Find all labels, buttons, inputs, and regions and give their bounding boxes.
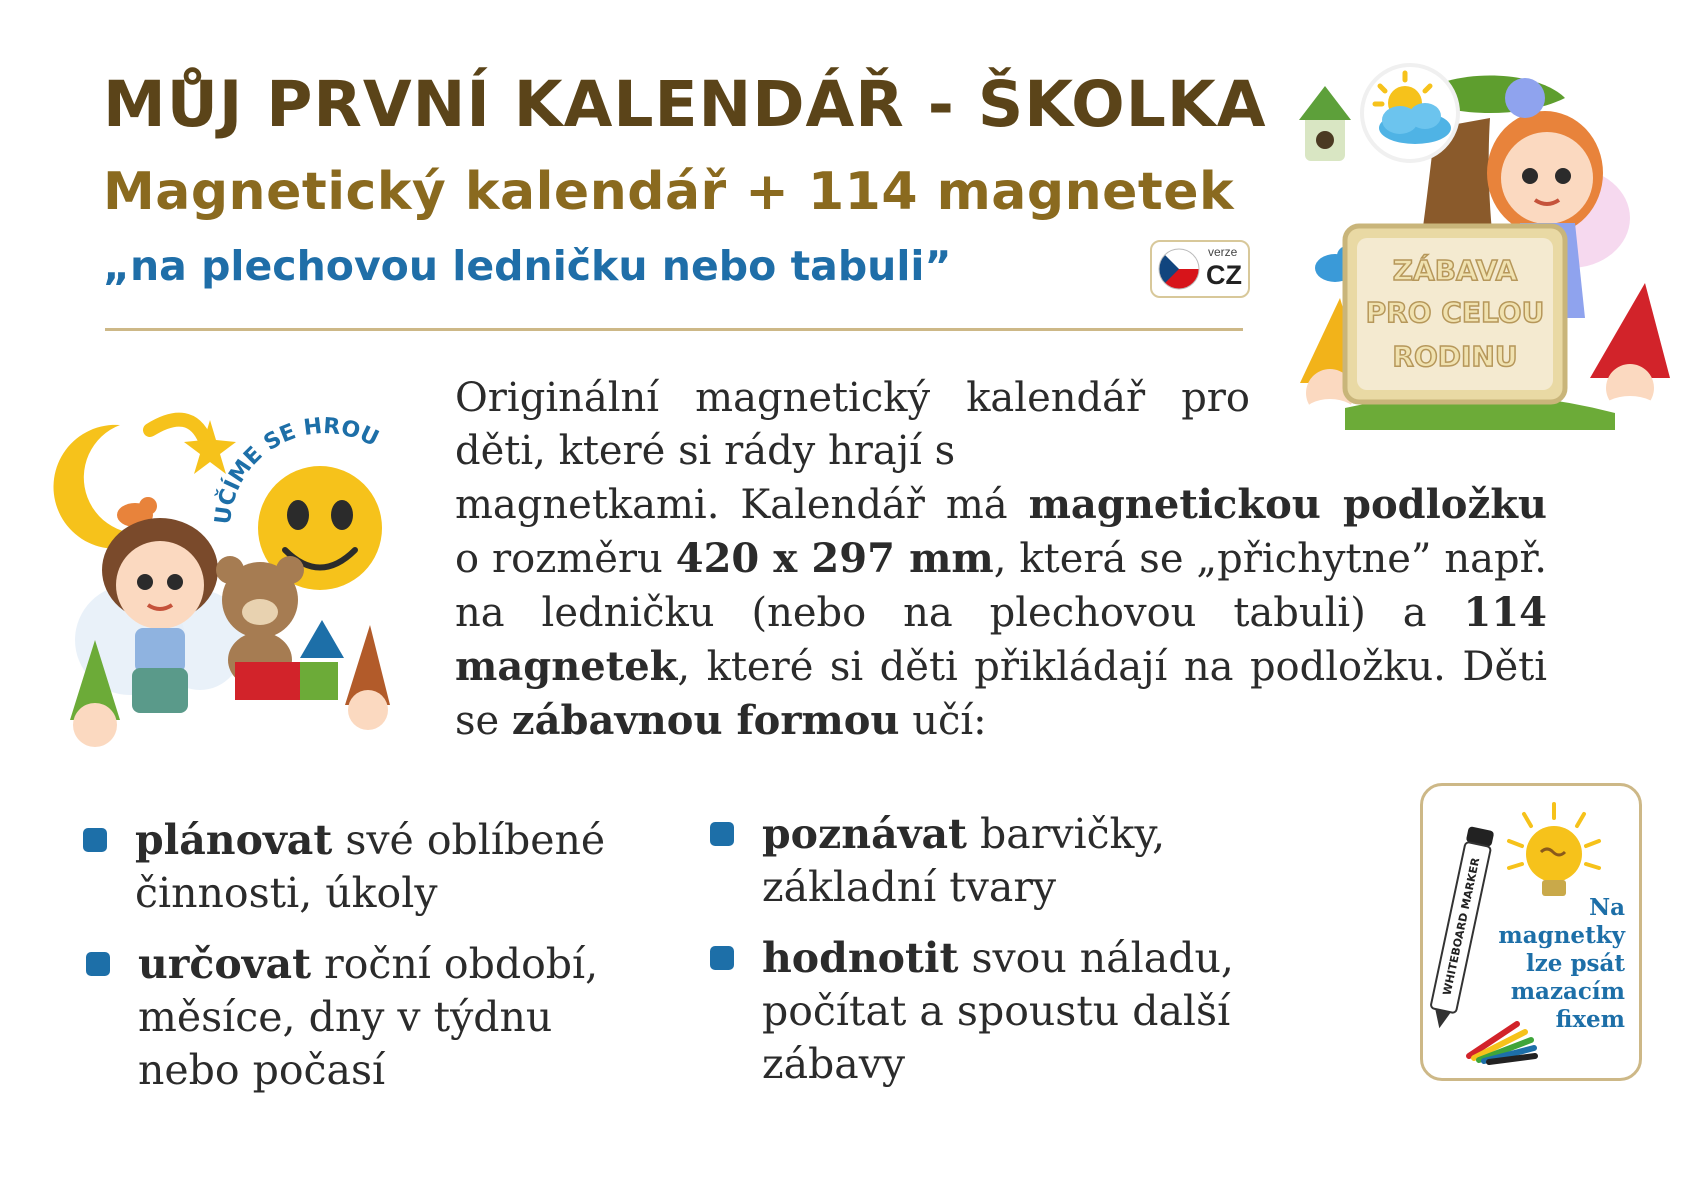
whiteboard-tip-box bbox=[1420, 783, 1642, 1081]
list-item: určovat roční období, měsíce, dny v týdnu nebo počasí bbox=[138, 938, 698, 1097]
language-badge bbox=[1150, 240, 1250, 298]
birdhouse-icon bbox=[1299, 86, 1351, 161]
red-block bbox=[235, 662, 300, 700]
sign-line-2: PRO CELOU bbox=[1365, 296, 1545, 329]
bullet-icon bbox=[710, 946, 734, 970]
list-item: hodnotit svou náladu, počítat a spoustu další zábavy bbox=[762, 932, 1322, 1091]
tip-text: Na magnetky lze psát mazacím fixem bbox=[1498, 894, 1625, 1033]
light-bulb-icon bbox=[1509, 804, 1599, 896]
tagline: „na plechovou ledničku nebo tabuli” bbox=[103, 242, 952, 290]
list-item: plánovat své oblíbené činnosti, úkoly bbox=[135, 814, 695, 920]
czech-flag-icon bbox=[1158, 248, 1200, 290]
sign-line-3: RODINU bbox=[1392, 340, 1518, 373]
badge-code: CZ bbox=[1206, 260, 1242, 290]
list-item: poznávat barvičky, základní tvary bbox=[762, 808, 1322, 914]
bullet-icon bbox=[86, 952, 110, 976]
learning-logo-text: UČÍME SE HROU bbox=[210, 413, 383, 526]
sun-cloud-icon bbox=[1362, 65, 1458, 161]
header-divider bbox=[105, 328, 1243, 331]
bullet-icon bbox=[83, 828, 107, 852]
small-gnome-icon bbox=[345, 625, 390, 730]
intro-paragraph: magnetkami. Kalendář má magnetickou podložku o rozměru 420 x 297 mm, která se „přichytne” např. na ledničku (nebo na plechovou tabuli) a 114 magnetek, které si děti přikládají na podložku. Děti se zábavnou formou učí: bbox=[455, 481, 1547, 744]
page-title: MŮJ PRVNÍ KALENDÁŘ - ŠKOLKA bbox=[103, 68, 1267, 141]
sign-line-1: ZÁBAVA bbox=[1392, 254, 1518, 287]
gnome-right-icon bbox=[1590, 283, 1670, 424]
page-subtitle: Magnetický kalendář + 114 magnetek bbox=[103, 162, 1235, 222]
badge-label: verze bbox=[1208, 245, 1238, 259]
bullet-icon bbox=[710, 822, 734, 846]
blue-pyramid bbox=[300, 620, 344, 658]
children-illustration bbox=[50, 410, 420, 755]
svg-text:WHITEBOARD MARKER: WHITEBOARD MARKER bbox=[1440, 856, 1483, 997]
fairy-tree-illustration bbox=[1285, 58, 1680, 430]
green-block bbox=[300, 662, 338, 700]
intro-paragraph-lead: Originální magnetický kalendář pro děti, které si rády hrají s bbox=[455, 375, 1250, 474]
